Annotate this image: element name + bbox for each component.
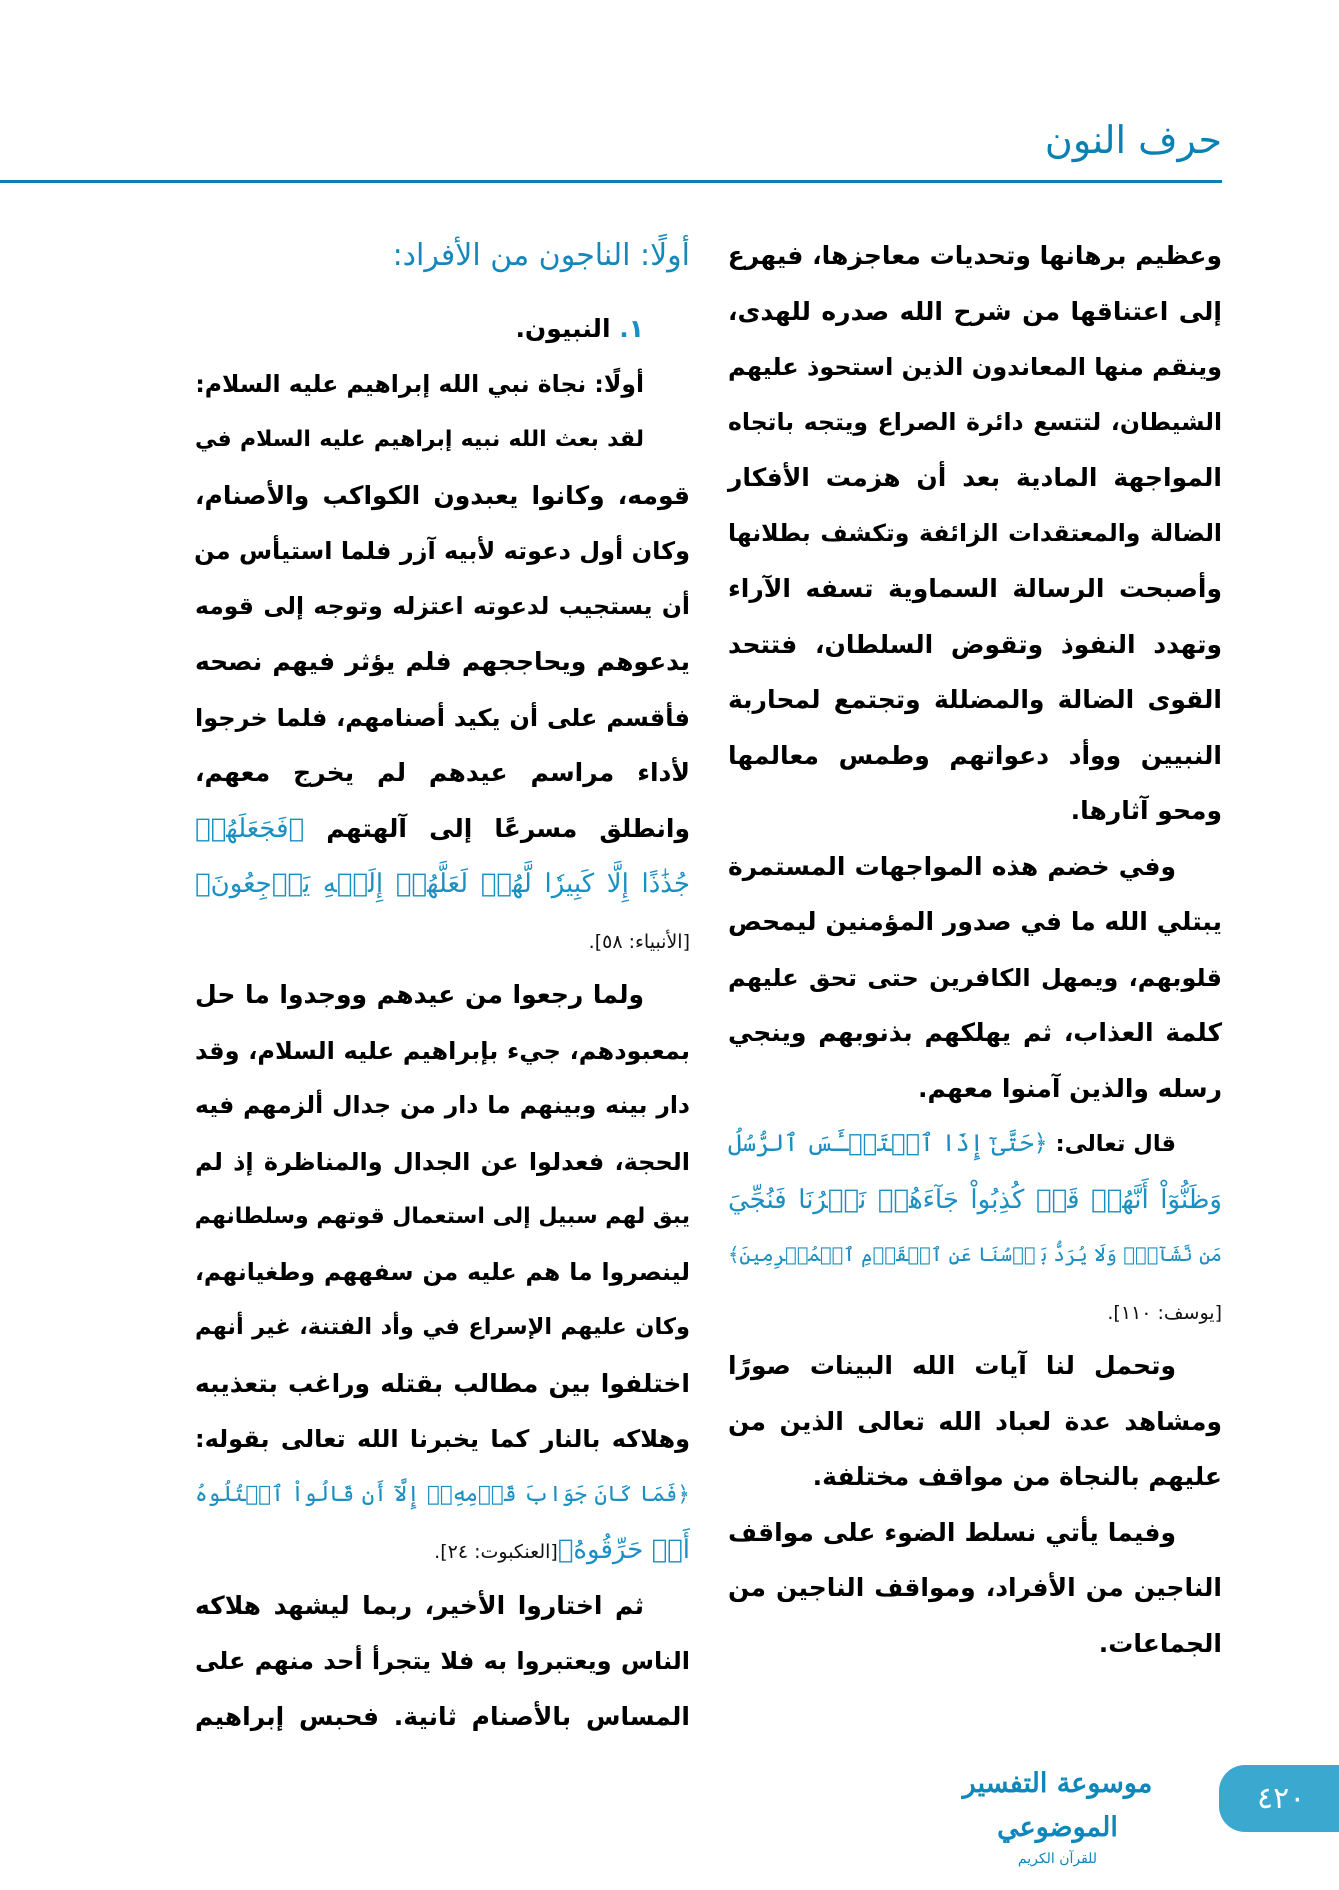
line-text: الحجة، فعدلوا عن الجدال والمناظرة إذ لم xyxy=(195,1147,690,1176)
text-line xyxy=(728,728,1222,784)
text-line xyxy=(728,1449,1222,1505)
text-line xyxy=(195,1356,690,1412)
text-line xyxy=(728,1227,1222,1283)
quran-verse: مَن نَّشَآءُۖ وَلَا يُرَدُّ بَأۡسُنَا عَنِ ٱلۡقَوۡمِ ٱلۡمُجۡرِمِينَ﴾ xyxy=(728,1243,1222,1266)
text-line xyxy=(195,690,690,746)
line-text: لأداء مراسم عيدهم لم يخرج معهم، xyxy=(195,758,690,787)
line-text: ومحو آثارها. xyxy=(1070,796,1222,825)
text-line xyxy=(728,1116,1222,1172)
encyclopedia-logo xyxy=(935,1762,1180,1867)
line-text: الناس ويعتبروا به فلا يتجرأ أحد منهم على xyxy=(195,1647,690,1675)
text-line xyxy=(195,912,690,968)
text-line xyxy=(728,506,1222,562)
line-text: الضالة والمعتقدات الزائفة وتكشف بطلانها xyxy=(728,518,1222,547)
line-text: كلمة العذاب، ثم يهلكهم بذنوبهم وينجي xyxy=(728,1018,1222,1047)
line-text: وأصبحت الرسالة السماوية تسفه الآراء xyxy=(728,574,1222,603)
text-line xyxy=(728,1338,1222,1394)
text-line xyxy=(195,1467,690,1523)
text-line xyxy=(195,1411,690,1467)
text-line xyxy=(728,950,1222,1006)
text-line xyxy=(195,357,690,413)
text-line xyxy=(728,1005,1222,1061)
text-line xyxy=(195,1023,690,1079)
verse-reference: [العنكبوت: ٢٤]. xyxy=(434,1541,558,1563)
text-line xyxy=(195,523,690,579)
line-text: وكان أول دعوته لأبيه آزر فلما استيأس من xyxy=(194,537,690,565)
text-line xyxy=(728,783,1222,839)
line-text: قال تعالى: xyxy=(1047,1131,1176,1157)
line-text: وينقم منها المعاندون الذين استحوذ عليهم xyxy=(728,353,1222,381)
text-line xyxy=(728,1283,1222,1339)
line-text: المساس بالأصنام ثانية. فحبس إبراهيم xyxy=(195,1701,690,1731)
text-line xyxy=(195,1245,690,1301)
line-text: النبيين ووأد دعواتهم وطمس معالمها xyxy=(728,740,1222,770)
quran-verse: جُذَٰذًا إِلَّا كَبِيرٗا لَّهُمۡ لَعَلَّهُمۡ إِلَيۡهِ يَرۡجِعُونَ﴾ xyxy=(195,869,690,899)
line-text: المواجهة المادية بعد أن هزمت الأفكار xyxy=(728,463,1222,492)
text-line xyxy=(728,395,1222,451)
text-line xyxy=(195,1522,690,1578)
left-text-column xyxy=(195,228,690,1744)
line-text: قلوبهم، ويمهل الكافرين حتى تحق عليهم xyxy=(728,963,1222,992)
line-text: إلى اعتناقها من شرح الله صدره للهدى، xyxy=(728,296,1222,326)
logo-subtitle: للقرآن الكريم xyxy=(1017,1851,1098,1867)
quran-verse: وَظَنُّوٓاْ أَنَّهُمۡ قَدۡ كُذِبُواْ جَآءَهُمۡ نَصۡرُنَا فَنُجِّيَ xyxy=(728,1184,1222,1215)
chapter-title: حرف النون xyxy=(1044,118,1222,162)
line-text: أولًا: نجاة نبي الله إبراهيم عليه السلام: xyxy=(195,369,644,398)
text-line xyxy=(728,617,1222,673)
text-line xyxy=(728,1394,1222,1450)
text-line xyxy=(195,1078,690,1134)
line-text: دار بينه وبينهم ما دار من جدال ألزمهم فيه xyxy=(195,1091,690,1119)
line-text: بمعبودهم، جيء بإبراهيم عليه السلام، وقد xyxy=(195,1036,690,1065)
right-text-column xyxy=(728,228,1222,1671)
line-text: وفي خضم هذه المواجهات المستمرة xyxy=(728,851,1176,881)
line-text: لقد بعث الله نبيه إبراهيم عليه السلام في xyxy=(195,427,644,452)
text-line xyxy=(195,967,690,1023)
text-line xyxy=(195,745,690,801)
line-text: رسله والذين آمنوا معهم. xyxy=(918,1073,1222,1103)
text-line xyxy=(728,672,1222,728)
line-text: ولما رجعوا من عيدهم ووجدوا ما حل xyxy=(195,980,644,1009)
line-text: وكان عليهم الإسراع في وأد الفتنة، غير أنهم xyxy=(195,1314,690,1340)
text-line xyxy=(195,1134,690,1190)
line-text: أولًا: الناجون من الأفراد: xyxy=(392,238,690,273)
quran-verse: ﴿فَمَا كَانَ جَوَابَ قَوۡمِهِۦٓ إِلَّآ أَن قَالُواْ ٱقۡتُلُوهُ xyxy=(195,1481,690,1507)
verse-reference: [يوسف: ١١٠]. xyxy=(1107,1301,1222,1324)
line-text: الناجين من الأفراد، ومواقف الناجين من xyxy=(728,1573,1222,1602)
line-text: ثم اختاروا الأخير، ربما ليشهد هلاكه xyxy=(195,1590,644,1620)
list-number: ١. xyxy=(610,314,644,343)
line-text: وانطلق مسرعًا إلى آلهتهم xyxy=(304,813,690,843)
line-text: وتحمل لنا آيات الله البينات صورًا xyxy=(728,1351,1176,1380)
text-line xyxy=(728,1061,1222,1117)
text-line xyxy=(195,856,690,912)
line-text: وعظيم برهانها وتحديات معاجزها، فيهرع xyxy=(727,241,1222,270)
text-line xyxy=(728,284,1222,340)
line-text: وهلاكه بالنار كما يخبرنا الله تعالى بقوله: xyxy=(195,1425,690,1453)
text-line xyxy=(195,1578,690,1634)
verse-reference: [الأنبياء: ٥٨]. xyxy=(588,930,690,953)
text-line xyxy=(195,301,690,357)
line-text: يبق لهم سبيل إلى استعمال قوتهم وسلطانهم xyxy=(194,1204,690,1229)
line-text: قومه، وكانوا يعبدون الكواكب والأصنام، xyxy=(195,480,690,510)
line-text: النبيون. xyxy=(515,314,611,343)
line-text: ومشاهد عدة لعباد الله تعالى الذين من xyxy=(728,1406,1222,1436)
line-text: وفيما يأتي نسلط الضوء على مواقف xyxy=(728,1517,1176,1547)
line-text: الجماعات. xyxy=(1098,1628,1222,1658)
line-text: يبتلي الله ما في صدور المؤمنين ليمحص xyxy=(728,907,1222,936)
text-line xyxy=(728,561,1222,617)
section-heading xyxy=(195,228,690,301)
text-line xyxy=(195,634,690,690)
text-line xyxy=(728,339,1222,395)
text-line xyxy=(728,1172,1222,1228)
quran-verse: أَوۡ حَرِّقُوهُ﴾ xyxy=(557,1535,690,1565)
line-text: فأقسم على أن يكيد أصنامهم، فلما خرجوا xyxy=(195,703,690,732)
quran-verse: ﴿فَجَعَلَهُمۡ xyxy=(195,813,305,844)
line-text: عليهم بالنجاة من مواقف مختلفة. xyxy=(812,1462,1222,1491)
text-line xyxy=(728,1505,1222,1561)
text-line xyxy=(195,1300,690,1356)
text-line xyxy=(195,468,690,524)
text-line xyxy=(195,1633,690,1689)
header-divider xyxy=(0,180,1222,183)
text-line xyxy=(195,1189,690,1245)
logo-title: موسوعة التفسير الموضوعي xyxy=(962,1768,1153,1843)
line-text: يدعوهم ويحاججهم فلم يؤثر فيهم نصحه xyxy=(195,647,690,676)
line-text: لينصروا ما هم عليه من سفههم وطغيانهم، xyxy=(195,1257,690,1286)
line-text: الشيطان، لتتسع دائرة الصراع ويتجه باتجاه xyxy=(728,407,1222,436)
text-line xyxy=(195,412,690,468)
text-line xyxy=(728,1616,1222,1672)
line-text: اختلفوا بين مطالب بقتله وراغب بتعذيبه xyxy=(195,1368,690,1398)
quran-verse: ﴿حَتَّىٰٓ إِذَا ٱسۡتَيۡـَٔسَ ٱلرُّسُلُ xyxy=(728,1129,1048,1157)
text-line xyxy=(728,839,1222,895)
text-line xyxy=(195,579,690,635)
text-line xyxy=(195,801,690,857)
text-line xyxy=(195,1689,690,1745)
line-text: أن يستجيب لدعوته اعتزله وتوجه إلى قومه xyxy=(195,591,690,620)
text-line xyxy=(728,1560,1222,1616)
text-line xyxy=(728,228,1222,284)
text-line xyxy=(728,894,1222,950)
line-text: القوى الضالة والمضللة وتجتمع لمحاربة xyxy=(728,685,1222,714)
text-line xyxy=(728,450,1222,506)
page-number: ٤٢٠ xyxy=(1219,1765,1339,1832)
line-text: وتهدد النفوذ وتقوض السلطان، فتتحد xyxy=(728,629,1222,659)
